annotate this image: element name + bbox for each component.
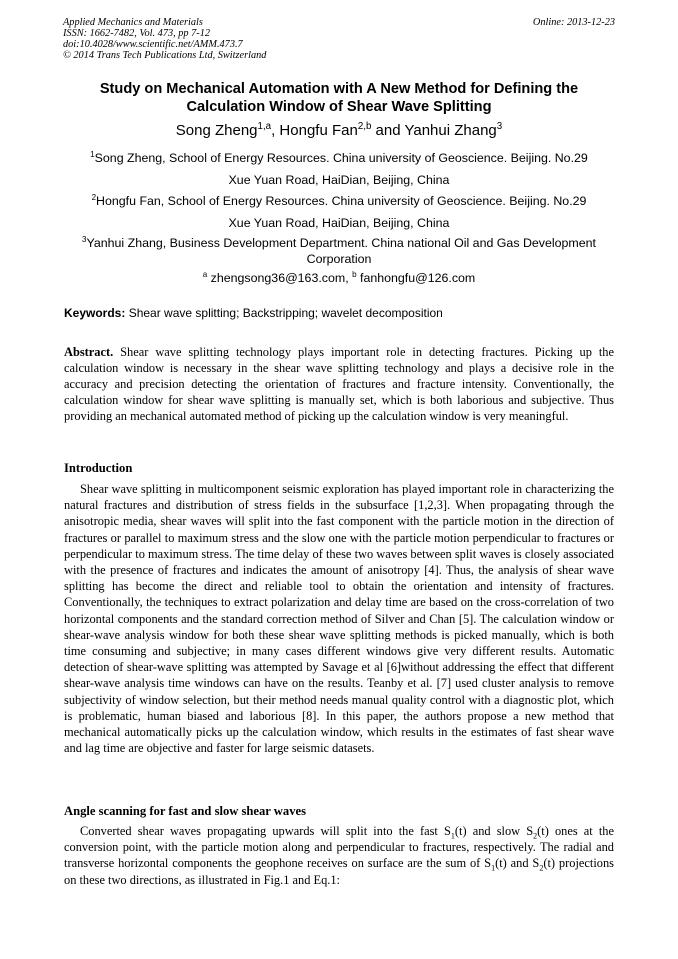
author-separator: and bbox=[371, 122, 405, 139]
introduction-paragraph: Shear wave splitting in multicomponent seismic exploration has played important role in characterizing the natural fractures and distribution of stress fields in the subsurface [1,2,3]. When propagating through the anisotropic media, shear waves will split into the fast component with the particle motion in the direction of fractures or parallel to maximum stress and the slow one with the particle motion perpendicular to fractures or perpendicular to maximum stress. The time delay of these two waves between split waves is closely associated with the presence of fractures and indicates the amount of anisotropy [4]. Thus, the analysis of shear wave splitting has become the direct and reliable tool to obtain the orientation and intensity of fractures. Conventionally, the techniques to extract polarization and delay time are based on the cross-correlation of two horizontal components and the standard correction method of Silver and Chan [5]. The calculation window or shear-wave analysis window for both these shear wave splitting methods is picked manually, which is both time consuming and subjective; in many cases different windows give very different results. Automatic detection of shear-wave splitting was attempted by Savage et al [6]without addressing the effect that different shear-wave analysis time windows can have on the results. Teanby et al. [7] used cluster analysis to remove subjectivity of window selection, but their method needs manual quality control with a diagnostic plot, which is problematic, human biased and laborious [8]. In this paper, the authors propose a new method that mechanical automatically picks up the calculation window, which results in the estimates of fast shear wave and lag time are objective and faster for large seismic datasets. bbox=[64, 482, 614, 756]
abstract bbox=[64, 344, 614, 424]
affiliation-3 bbox=[60, 235, 618, 267]
subscript: 1 bbox=[491, 863, 496, 873]
angle-scanning-heading: Angle scanning for fast and slow shear waves bbox=[64, 804, 306, 818]
affiliation-2-address: Xue Yuan Road, HaiDian, Beijing, China bbox=[228, 216, 450, 230]
affiliation-2 bbox=[60, 190, 618, 212]
affiliation-sup: 1 bbox=[90, 149, 95, 159]
email-sup: b bbox=[352, 269, 357, 279]
keywords-text: Shear wave splitting; Backstripping; wavelet decomposition bbox=[125, 306, 443, 320]
journal-name: Applied Mechanics and Materials bbox=[63, 17, 203, 28]
author-separator: , bbox=[271, 122, 280, 139]
angle-scanning-paragraph bbox=[64, 823, 614, 888]
author-sup: 2,b bbox=[357, 121, 372, 132]
paragraph-text: Converted shear waves propagating upwards will split into the fast S bbox=[80, 824, 451, 838]
email-sup: a bbox=[202, 269, 208, 279]
email-line bbox=[60, 267, 618, 289]
paragraph-text: (t) and slow S bbox=[454, 824, 534, 838]
keywords bbox=[64, 305, 614, 321]
affiliation-sup: 3 bbox=[82, 234, 87, 244]
abstract-label: Abstract. bbox=[64, 345, 114, 359]
copyright-line: © 2014 Trans Tech Publications Ltd, Switzerland bbox=[63, 50, 267, 61]
issn-line: ISSN: 1662-7482, Vol. 473, pp 7-12 bbox=[63, 28, 211, 39]
affiliation-1 bbox=[60, 147, 618, 169]
author-name: Song Zheng bbox=[175, 122, 258, 139]
email-address: fanhongfu@126.com bbox=[356, 271, 476, 285]
paragraph-text: (t) projections on these two directions, as illustrated in Fig.1 and Eq.1: bbox=[64, 856, 614, 887]
keywords-label: Keywords: bbox=[64, 306, 126, 320]
journal-header bbox=[63, 17, 615, 61]
affiliation-text: Yanhui Zhang, Business Development Department. China national Oil and Gas Development Corporation bbox=[86, 236, 596, 266]
email-address: zhengsong36@163.com, bbox=[207, 271, 353, 285]
affiliation-text: Hongfu Fan, School of Energy Resources. China university of Geoscience. Beijing. No.29 bbox=[96, 194, 587, 208]
author-name: Yanhui Zhang bbox=[404, 122, 497, 139]
subscript: 2 bbox=[539, 863, 544, 873]
author-sup: 3 bbox=[496, 121, 503, 132]
affiliation-sup: 2 bbox=[91, 192, 97, 202]
doi-line: doi:10.4028/www.scientific.net/AMM.473.7 bbox=[63, 39, 243, 50]
author-line bbox=[60, 121, 618, 141]
author-sup: 1,a bbox=[257, 121, 272, 132]
subscript: 2 bbox=[533, 831, 538, 841]
abstract-text: Shear wave splitting technology plays important role in detecting fractures. Picking up the calculation window is necessary in the shear wave splitting technology and plays a decisive role in the accuracy and precision detecting the orientation of fractures and fracture intensity. Conventionally, the calculation window for shear wave splitting is manually set, which is both laborious and subjective. Thus providing an mechanical automated method of picking up the calculation window is very meaningful. bbox=[64, 345, 614, 424]
paper-title: Study on Mechanical Automation with A New Method for Defining the Calculation Window of Shear Wave Splitting bbox=[99, 81, 579, 115]
paragraph-text: (t) ones at the conversion point, with the particle motion along and perpendicular to fractures, respectively. The radial and transverse horizontal components the geophone receives on surface are the sum of S bbox=[64, 824, 614, 871]
affiliation-text: Song Zheng, School of Energy Resources. China university of Geoscience. Beijing. No.29 bbox=[94, 151, 588, 165]
paragraph-text: (t) and S bbox=[495, 856, 540, 871]
introduction-heading: Introduction bbox=[64, 461, 133, 475]
author-name: Hongfu Fan bbox=[279, 122, 358, 139]
affiliation-1-address: Xue Yuan Road, HaiDian, Beijing, China bbox=[228, 173, 450, 187]
online-date: Online: 2013-12-23 bbox=[532, 17, 615, 28]
subscript: 1 bbox=[450, 831, 455, 841]
